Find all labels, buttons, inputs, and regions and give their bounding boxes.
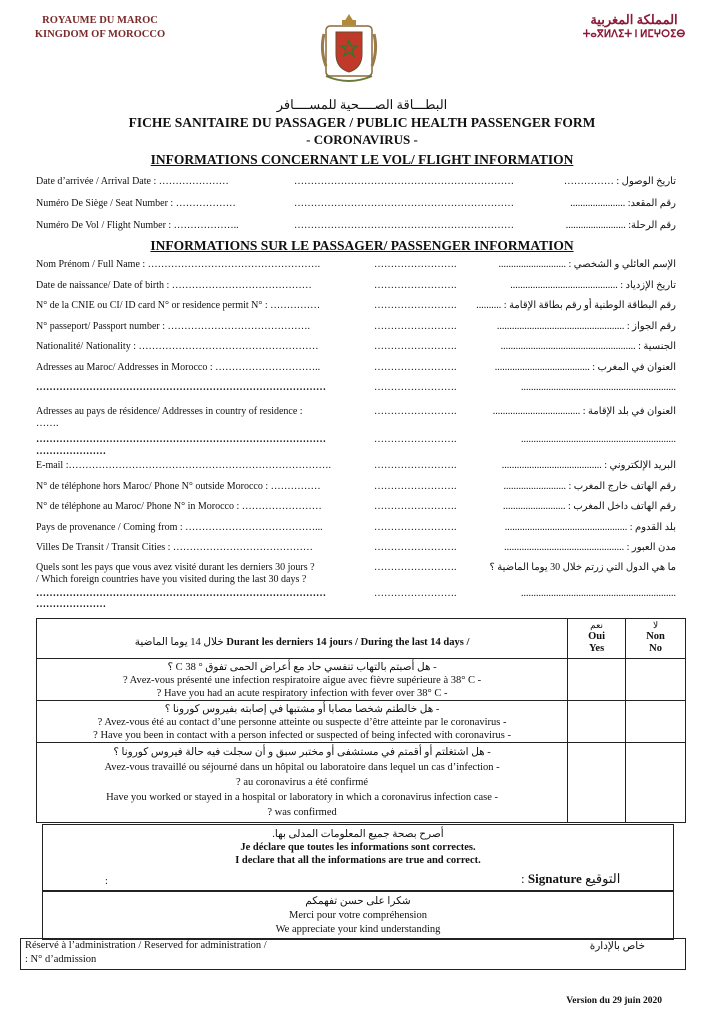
page-title: FICHE SANITAIRE DU PASSAGER / PUBLIC HEALTH PASSENGER FORM (128, 115, 596, 130)
passenger-contact-row[interactable] (36, 542, 676, 560)
question-hospital-fr-1: Avez-vous travaillé ou séjourné dans un hôpital ou laboratoire dans lequel un cas d’infection - (104, 762, 500, 773)
morocco-address-cont-ar: .............................................................. (521, 382, 676, 393)
question-row-contact (37, 701, 686, 743)
no-ar: لا (652, 620, 659, 630)
question-contact-en: ? Have you been in contact with a person infected or suspected of being infected with coronavirus - (93, 730, 511, 741)
passenger-info-row[interactable] (36, 259, 676, 277)
questions-header-ar: خلال 14 يوما الماضية (134, 636, 224, 648)
question-text-fever (37, 659, 568, 701)
question-text-hospital (37, 743, 568, 823)
residence-cont-ar: .............................................................. (521, 434, 676, 445)
question-fever-ar: - هل أصبتم بالتهاب تنفسي حاد مع أعراض الحمى تفوق ° 38 C ؟ (167, 662, 437, 673)
yes-column-header (568, 619, 626, 659)
residence-address-field[interactable] (36, 406, 676, 434)
flight-info-label-ar: رقم الرحلة: ........................ (565, 220, 676, 231)
section-heading-passenger: INFORMATIONS SUR LE PASSAGER/ PASSENGER INFORMATION (150, 238, 574, 253)
questions-header-row (37, 619, 686, 659)
answer-yes-fever[interactable] (568, 659, 626, 701)
visited-cont-dots-2: ………………… (36, 599, 106, 610)
flight-info-row[interactable] (36, 220, 676, 238)
question-contact-ar: - هل خالطتم شخصا مصابا أو مشتبها في إصابته بفيروس كورونا ؟ (164, 704, 440, 715)
no-fr: Non (646, 631, 665, 642)
visited-label-fr: Quels sont les pays que vous avez visité durant les derniers 30 jours ? (36, 562, 315, 573)
passenger-contact-row[interactable] (36, 522, 676, 540)
admin-label: Réservé à l’administration / Reserved for administration / (25, 940, 267, 951)
passenger-info-label: Date de naissance/ Date of birth : …………………………………… (36, 279, 312, 291)
thanks-en: We appreciate your kind understanding (275, 924, 441, 935)
visited-cont-ar: .............................................................. (521, 588, 676, 599)
question-fever-fr: ? Avez-vous présenté une infection respiratoire aigue avec fièvre supérieure à 38° C - (122, 675, 482, 686)
passenger-contact-label: Villes De Transit / Transit Cities : …………………………………… (36, 542, 313, 553)
admin-ar: خاص بالإدارة (589, 941, 645, 952)
passenger-contact-label: N° de téléphone au Maroc/ Phone N° in Morocco : …………………… (36, 501, 322, 512)
passenger-info-field-dots: ……………………. (374, 300, 457, 311)
passenger-info-field-dots: ……………………. (374, 279, 457, 291)
kingdom-name-ar: المملكة المغربية (590, 12, 678, 27)
passenger-contact-row[interactable] (36, 501, 676, 519)
residence-cont-dots-2: ………………… (36, 446, 106, 457)
passenger-contact-field-dots: ……………………. (374, 460, 457, 471)
thanks-box (42, 890, 674, 940)
passenger-info-label: Nationalité/ Nationality : ……………………………………………… (36, 341, 319, 352)
morocco-address-cont-mid: ……………………. (374, 382, 457, 393)
passenger-info-field-dots: ……………………. (374, 361, 457, 373)
visited-cont-dots: …………………………………………………………………………… (36, 588, 326, 599)
yes-en: Yes (589, 643, 605, 654)
visited-label-en: / Which foreign countries have you visited during the last 30 days ? (36, 574, 307, 585)
passenger-info-row[interactable] (36, 300, 676, 318)
visited-countries-field[interactable] (36, 562, 676, 588)
passenger-info-label: N° de la CNIE ou CI/ ID card N° or residence permit N° : …………… (36, 300, 321, 311)
signature-en: Signature (527, 871, 582, 886)
question-hospital-fr-2: ? au coronavirus a été confirmé (236, 777, 369, 788)
passenger-info-field-dots: ……………………. (374, 259, 457, 270)
kingdom-name-latin (20, 14, 180, 42)
signature-colon: : (521, 871, 525, 886)
question-hospital-en-2: ? was confirmed (267, 807, 337, 818)
signature-date-colon: : (105, 876, 108, 887)
passenger-contact-label-ar: بلد القدوم : ................................................. (504, 521, 676, 533)
kingdom-name-en: KINGDOM OF MOROCCO (34, 29, 166, 40)
passenger-info-label-ar: رقم البطاقة الوطنية أو رقم بطاقة الإقامة : .......... (476, 300, 676, 311)
passenger-info-label: Adresses au Maroc/ Addresses in Morocco : ………………………….. (36, 361, 321, 373)
passenger-contact-label-ar: مدن العبور : ................................................ (504, 542, 676, 553)
yes-fr: Oui (588, 631, 606, 642)
declaration-box (42, 824, 674, 892)
questions-header: Durant les derniers 14 jours / During the last 14 days / (226, 636, 470, 648)
flight-info-label: Date d’arrivée / Arrival Date : ………………… (36, 176, 229, 187)
answer-no-contact[interactable] (626, 701, 686, 743)
passenger-info-label: N° passeport/ Passport number : ……………………………………. (36, 320, 310, 332)
question-row-fever (37, 659, 686, 701)
passenger-info-row[interactable] (36, 321, 676, 339)
coat-of-arms-emblem (316, 10, 382, 88)
flight-info-label: Numéro De Vol / Flight Number : ……………….. (36, 220, 239, 231)
passenger-contact-row[interactable] (36, 481, 676, 499)
passenger-info-label-ar: رقم الجواز : ................................................... (496, 320, 676, 332)
question-fever-en: ? Have you had an acute respiratory infection with fever over 38° C - (156, 688, 448, 699)
answer-yes-contact[interactable] (568, 701, 626, 743)
admission-number-field[interactable]: : N° d’admission (25, 954, 97, 965)
residence-address-mid: ……………………. (374, 406, 457, 417)
passenger-contact-label: E-mail :……………………………………………………………………. (36, 460, 331, 471)
title-arabic: البطـــاقة الصــــحية للمســــافر (276, 97, 448, 112)
flight-info-label-ar: تاريخ الوصول : …………… (563, 176, 676, 187)
question-hospital-en-1: Have you worked or stayed in a hospital or laboratory in which a coronavirus infection case - (106, 792, 498, 803)
passenger-contact-label: N° de téléphone hors Maroc/ Phone N° outside Morocco : …………… (36, 480, 321, 492)
declaration-ar: أصرح بصحة جميع المعلومات المدلى بها. (272, 829, 444, 840)
flight-info-label-ar: رقم المقعد: ...................... (570, 198, 676, 209)
flight-info-field-dots: ………………………………………………………… (294, 220, 514, 231)
question-contact-fr: ? Avez-vous été au contact d’une personne atteinte ou suspecte d’être atteinte par le coronavirus - (97, 717, 507, 728)
passenger-contact-field-dots: ……………………. (374, 480, 457, 492)
passenger-info-label-ar: تاريخ الإزدياد : ........................................... (510, 279, 676, 291)
yes-ar: نعم (590, 620, 604, 630)
flight-info-field-dots: ………………………………………………………… (294, 198, 514, 209)
thanks-fr: Merci pour votre compréhension (289, 910, 427, 921)
answer-no-fever[interactable] (626, 659, 686, 701)
signature-ar: التوقيع (585, 871, 621, 886)
kingdom-name-fr: ROYAUME DU MAROC (42, 15, 158, 26)
thanks-ar: شكرا على حسن تفهمكم (305, 896, 411, 907)
declaration-en: I declare that all the informations are true and correct. (235, 855, 481, 866)
passenger-info-field-dots: ……………………. (374, 320, 457, 332)
passenger-contact-label-ar: رقم الهاتف داخل المغرب : ......................... (502, 501, 676, 512)
passenger-contact-field-dots: ……………………. (374, 501, 457, 512)
residence-address-label: Adresses au pays de résidence/ Addresses in country of residence : (36, 406, 303, 417)
visited-cont-mid: ……………………. (374, 588, 457, 599)
section-heading-flight: INFORMATIONS CONCERNANT LE VOL/ FLIGHT INFORMATION (150, 152, 574, 167)
flight-info-label: Numéro De Siège / Seat Number : ……………… (36, 198, 236, 209)
flight-info-row[interactable] (36, 176, 676, 194)
visited-mid: ……………………. (374, 562, 457, 573)
residence-address-ar: العنوان في بلد الإقامة : ................................... (492, 406, 676, 417)
passenger-info-field-dots: ……………………. (374, 341, 457, 352)
passenger-info-row[interactable] (36, 341, 676, 359)
morocco-address-cont-dots: …………………………………………………………………………… (36, 382, 326, 393)
passenger-info-label: Nom Prénom / Full Name : ……………………………………………. (36, 259, 321, 270)
answer-yes-hospital[interactable] (568, 743, 626, 823)
passenger-contact-label-ar: رقم الهاتف خارج المغرب : ......................... (503, 480, 676, 492)
questions-header-cell (37, 619, 568, 659)
passenger-contact-field-dots: ……………………. (374, 542, 457, 553)
passenger-info-label-ar: الإسم العائلي و الشخصي : ........................... (498, 259, 676, 270)
residence-address-continuation[interactable] (36, 434, 676, 460)
question-text-contact (37, 701, 568, 743)
residence-cont-dots: …………………………………………………………………………… (36, 434, 326, 445)
passenger-contact-label: Pays de provenance / Coming from : …………………………………... (36, 521, 323, 533)
page-subtitle: - CORONAVIRUS - (306, 132, 418, 147)
kingdom-name-native (574, 12, 694, 42)
passenger-contact-label-ar: البريد الإلكتروني : ........................................ (501, 460, 676, 471)
signature-label[interactable] (521, 872, 620, 885)
answer-no-hospital[interactable] (626, 743, 686, 823)
no-column-header (626, 619, 686, 659)
flight-info-row[interactable] (36, 198, 676, 216)
flight-info-field-dots: ………………………………………………………… (294, 176, 514, 187)
version-note: Version du 29 juin 2020 (566, 996, 662, 1006)
admin-box (20, 938, 686, 970)
kingdom-name-tifinagh: ⵜⴰⴳⵍⴷⵉⵜ ⵏ ⵍⵎⵖⵔⵉⴱ (582, 29, 686, 40)
residence-cont-mid: ……………………. (374, 434, 457, 445)
health-questions-table (36, 618, 686, 823)
question-hospital-ar: - هل اشتغلتم أو أقمتم في مستشفى أو مختبر سبق و أن سجلت فيه حالة فيروس كورونا ؟ (113, 747, 491, 758)
passenger-info-row[interactable] (36, 362, 676, 380)
declaration-fr: Je déclare que toutes les informations sont correctes. (240, 842, 476, 853)
passenger-info-row[interactable] (36, 280, 676, 298)
visited-ar: ما هي الدول التي زرتم خلال 30 يوما الماضية ؟ (489, 562, 676, 573)
visited-countries-continuation[interactable] (36, 588, 676, 614)
passenger-info-label-ar: العنوان في المغرب : ...................................... (494, 361, 676, 373)
passenger-contact-field-dots: ……………………. (374, 521, 457, 533)
no-en: No (649, 643, 662, 654)
residence-address-label-dots: ……. (36, 418, 59, 429)
passenger-info-label-ar: الجنسية : ...................................................... (500, 341, 676, 352)
question-row-hospital (37, 743, 686, 823)
morocco-address-continuation[interactable] (36, 382, 676, 400)
passenger-contact-row[interactable] (36, 460, 676, 478)
